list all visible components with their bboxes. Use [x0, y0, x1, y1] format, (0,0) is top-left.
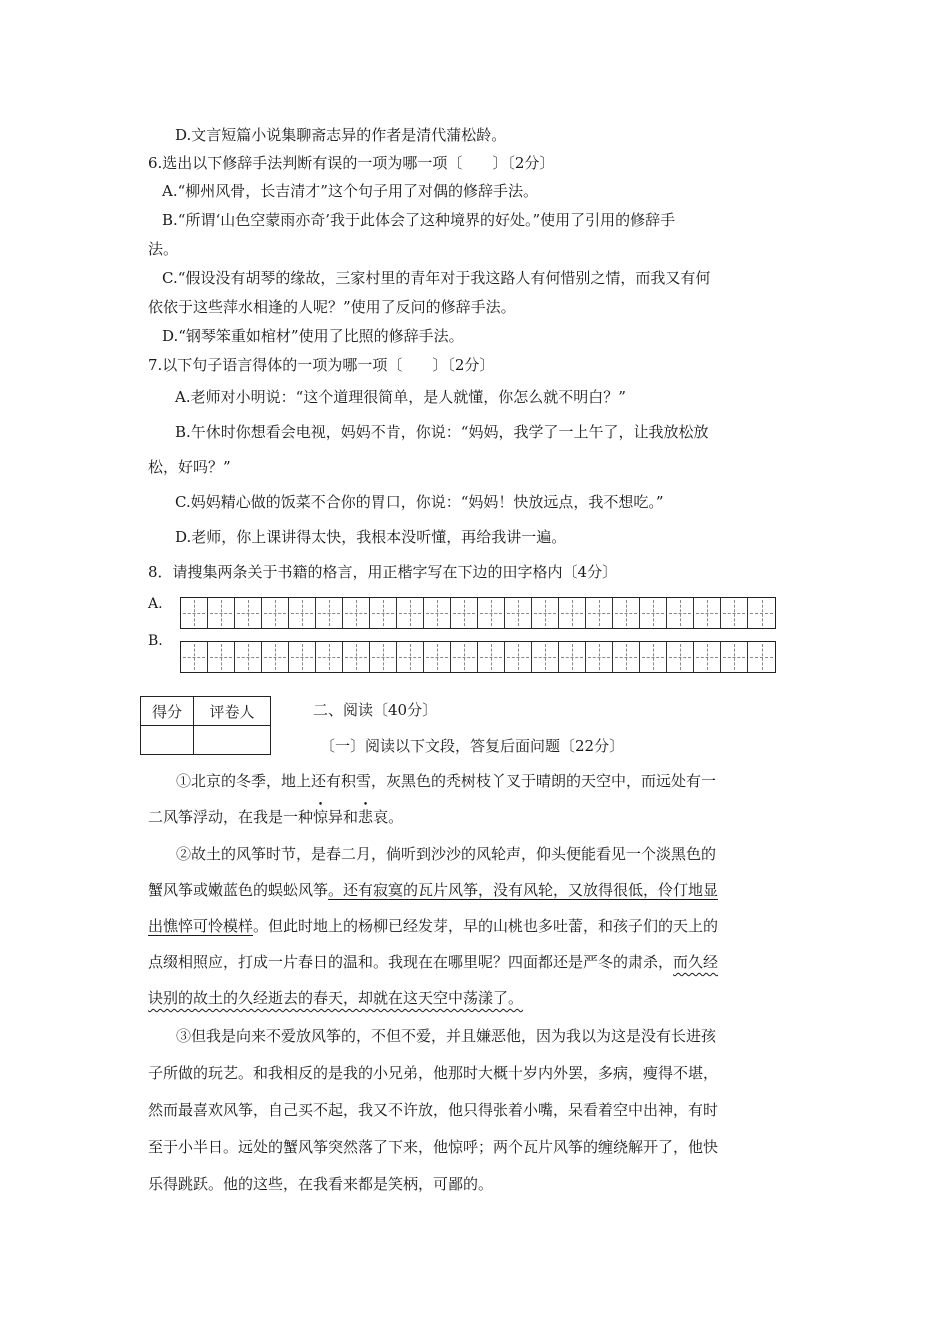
passage-p3-line2: 子所做的玩艺。和我相反的是我的小兄弟，他那时大概十岁内外罢，多病，瘦得不堪，	[148, 1064, 719, 1082]
grid-cell[interactable]	[451, 598, 478, 628]
grid-cell[interactable]	[586, 642, 613, 672]
grid-cell[interactable]	[235, 642, 262, 672]
grid-cell[interactable]	[640, 598, 667, 628]
passage-p3-line4: 至于小半日。远处的蟹风筝突然落了下来，他惊呼；两个瓦片风筝的缠绕解开了，他快	[148, 1138, 719, 1156]
passage-p2-line1: ②故土的风筝时节，是春二月，倘听到沙沙的风轮声，仰头便能看见一个淡黑色的	[176, 845, 717, 863]
q6-stem: 6.选出以下修辞手法判断有误的一项为哪一项〔 〕〔2分〕	[148, 154, 555, 172]
q5-option-d: D.文言短篇小说集聊斋志异的作者是清代蒲松龄。	[175, 126, 507, 144]
grid-cell[interactable]	[316, 642, 343, 672]
grid-cell[interactable]	[721, 642, 748, 672]
q8-label-a: A.	[148, 596, 163, 612]
q7-option-d: D.老师，你上课讲得太快，我根本没听懂，再给我讲一遍。	[175, 528, 567, 546]
grid-cell[interactable]	[370, 598, 397, 628]
q8-writing-grid-b[interactable]	[180, 641, 776, 673]
q7-option-c: C.妈妈精心做的饭菜不合你的胃口，你说：“妈妈！快放远点，我不想吃。”	[175, 493, 664, 511]
grid-cell[interactable]	[208, 598, 235, 628]
underlined-sentence-part1: 。还有寂寞的瓦片风筝，没有风轮，又放得很低，伶仃地显	[328, 881, 719, 899]
grid-cell[interactable]	[181, 642, 208, 672]
q7-option-a: A.老师对小明说：“这个道理很简单，是人就懂，你怎么就不明白？”	[175, 388, 626, 406]
q8-stem: 8．请搜集两条关于书籍的格言，用正楷字写在下边的田字格内〔4分〕	[148, 563, 618, 581]
grid-cell[interactable]	[181, 598, 208, 628]
grid-cell[interactable]	[559, 642, 586, 672]
passage-p3-line1: ③但我是向来不爱放风筝的，不但不爱，并且嫌恶他，因为我以为这是没有长进孩	[176, 1027, 717, 1045]
grid-cell[interactable]	[424, 598, 451, 628]
grid-cell[interactable]	[370, 642, 397, 672]
grid-cell[interactable]	[451, 642, 478, 672]
q7-option-b-line2: 松，好吗？”	[148, 458, 231, 476]
q8-writing-grid-a[interactable]	[180, 597, 776, 629]
passage-p2-line2: 蟹风筝或嫩蓝色的蜈蚣风筝。还有寂寞的瓦片风筝，没有风轮，又放得很低，伶仃地显	[148, 881, 719, 899]
grid-cell[interactable]	[397, 598, 424, 628]
grid-cell[interactable]	[262, 598, 289, 628]
passage-p1-line1: ①北京的冬季，地上还有积雪，灰黑色的秃树枝丫叉于晴朗的天空中，而远处有一	[176, 772, 717, 790]
section2-title: 二、阅读〔40分〕	[313, 701, 438, 719]
grid-cell[interactable]	[667, 598, 694, 628]
grid-cell[interactable]	[532, 598, 559, 628]
grid-cell[interactable]	[478, 598, 505, 628]
grid-cell[interactable]	[640, 642, 667, 672]
grid-cell[interactable]	[559, 598, 586, 628]
grader-header: 评卷人	[194, 697, 271, 726]
underlined-sentence-part2: 出憔悴可怜模样	[148, 917, 254, 935]
grid-cell[interactable]	[424, 642, 451, 672]
passage-p3-line5: 乐得跳跃。他的这些，在我看来都是笑柄，可鄙的。	[148, 1175, 494, 1193]
emphasis-char-1: 惊	[313, 808, 329, 826]
grid-cell[interactable]	[748, 598, 775, 628]
grid-cell[interactable]	[235, 598, 262, 628]
passage-p2-line3: 出憔悴可怜模样。但此时地上的杨柳已经发芽，早的山桃也多吐蕾，和孩子们的天上的	[148, 917, 719, 935]
passage-p1-line2: 二风筝浮动，在我是一种惊异和悲哀。	[148, 808, 404, 826]
q6-option-a: A.“柳州风骨，长吉清才”这个句子用了对偶的修辞手法。	[162, 182, 538, 200]
score-table	[140, 696, 271, 755]
grader-cell[interactable]	[194, 726, 271, 755]
emphasis-char-2: 悲	[358, 808, 374, 826]
grid-cell[interactable]	[478, 642, 505, 672]
grid-cell[interactable]	[613, 642, 640, 672]
wavy-underline-part1: 而久经	[673, 953, 719, 971]
q6-option-b-line2: 法。	[148, 240, 179, 258]
grid-cell[interactable]	[586, 598, 613, 628]
grid-cell[interactable]	[208, 642, 235, 672]
grid-cell[interactable]	[694, 598, 721, 628]
grid-cell[interactable]	[694, 642, 721, 672]
grid-cell[interactable]	[289, 598, 316, 628]
score-header: 得分	[141, 697, 194, 726]
grid-cell[interactable]	[748, 642, 775, 672]
q6-option-d: D.“钢琴笨重如棺材”使用了比照的修辞手法。	[162, 327, 464, 345]
grid-cell[interactable]	[613, 598, 640, 628]
q6-option-b-line1: B.“所谓‘山色空蒙雨亦奇’我于此体会了这种境界的好处。”使用了引用的修辞手	[162, 211, 676, 229]
grid-cell[interactable]	[343, 642, 370, 672]
grid-cell[interactable]	[289, 642, 316, 672]
grid-cell[interactable]	[532, 642, 559, 672]
grid-cell[interactable]	[721, 598, 748, 628]
grid-cell[interactable]	[667, 642, 694, 672]
q7-option-b-line1: B.午休时你想看会电视，妈妈不肯，你说：“妈妈，我学了一上午了，让我放松放	[175, 423, 709, 441]
wavy-underline-part2: 诀别的故土的久经逝去的春天，却就在这天空中荡漾了。	[148, 989, 524, 1007]
grid-cell[interactable]	[505, 642, 532, 672]
grid-cell[interactable]	[505, 598, 532, 628]
passage-p3-line3: 然而最喜欢风筝，自己买不起，我又不许放，他只得张着小嘴，呆看着空中出神，有时	[148, 1101, 719, 1119]
section2-subtitle: 〔一〕阅读以下文段，答复后面问题〔22分〕	[320, 737, 625, 755]
grid-cell[interactable]	[343, 598, 370, 628]
passage-p2-line5	[148, 987, 523, 1009]
q7-stem: 7.以下句子语言得体的一项为哪一项〔 〕〔2分〕	[148, 356, 495, 374]
grid-cell[interactable]	[262, 642, 289, 672]
grid-cell[interactable]	[316, 598, 343, 628]
score-cell[interactable]	[141, 726, 194, 755]
grid-cell[interactable]	[397, 642, 424, 672]
q6-option-c-line2: 依依于这些萍水相逢的人呢？”使用了反问的修辞手法。	[148, 298, 516, 316]
q6-option-c-line1: C.“假设没有胡琴的缘故，三家村里的青年对于我这路人有何惜别之情，而我又有何	[162, 269, 711, 287]
q8-label-b: B.	[148, 633, 163, 649]
passage-p2-line4: 点缀相照应，打成一片春日的温和。我现在在哪里呢？四面都还是严冬的肃杀，而久经	[148, 953, 719, 971]
